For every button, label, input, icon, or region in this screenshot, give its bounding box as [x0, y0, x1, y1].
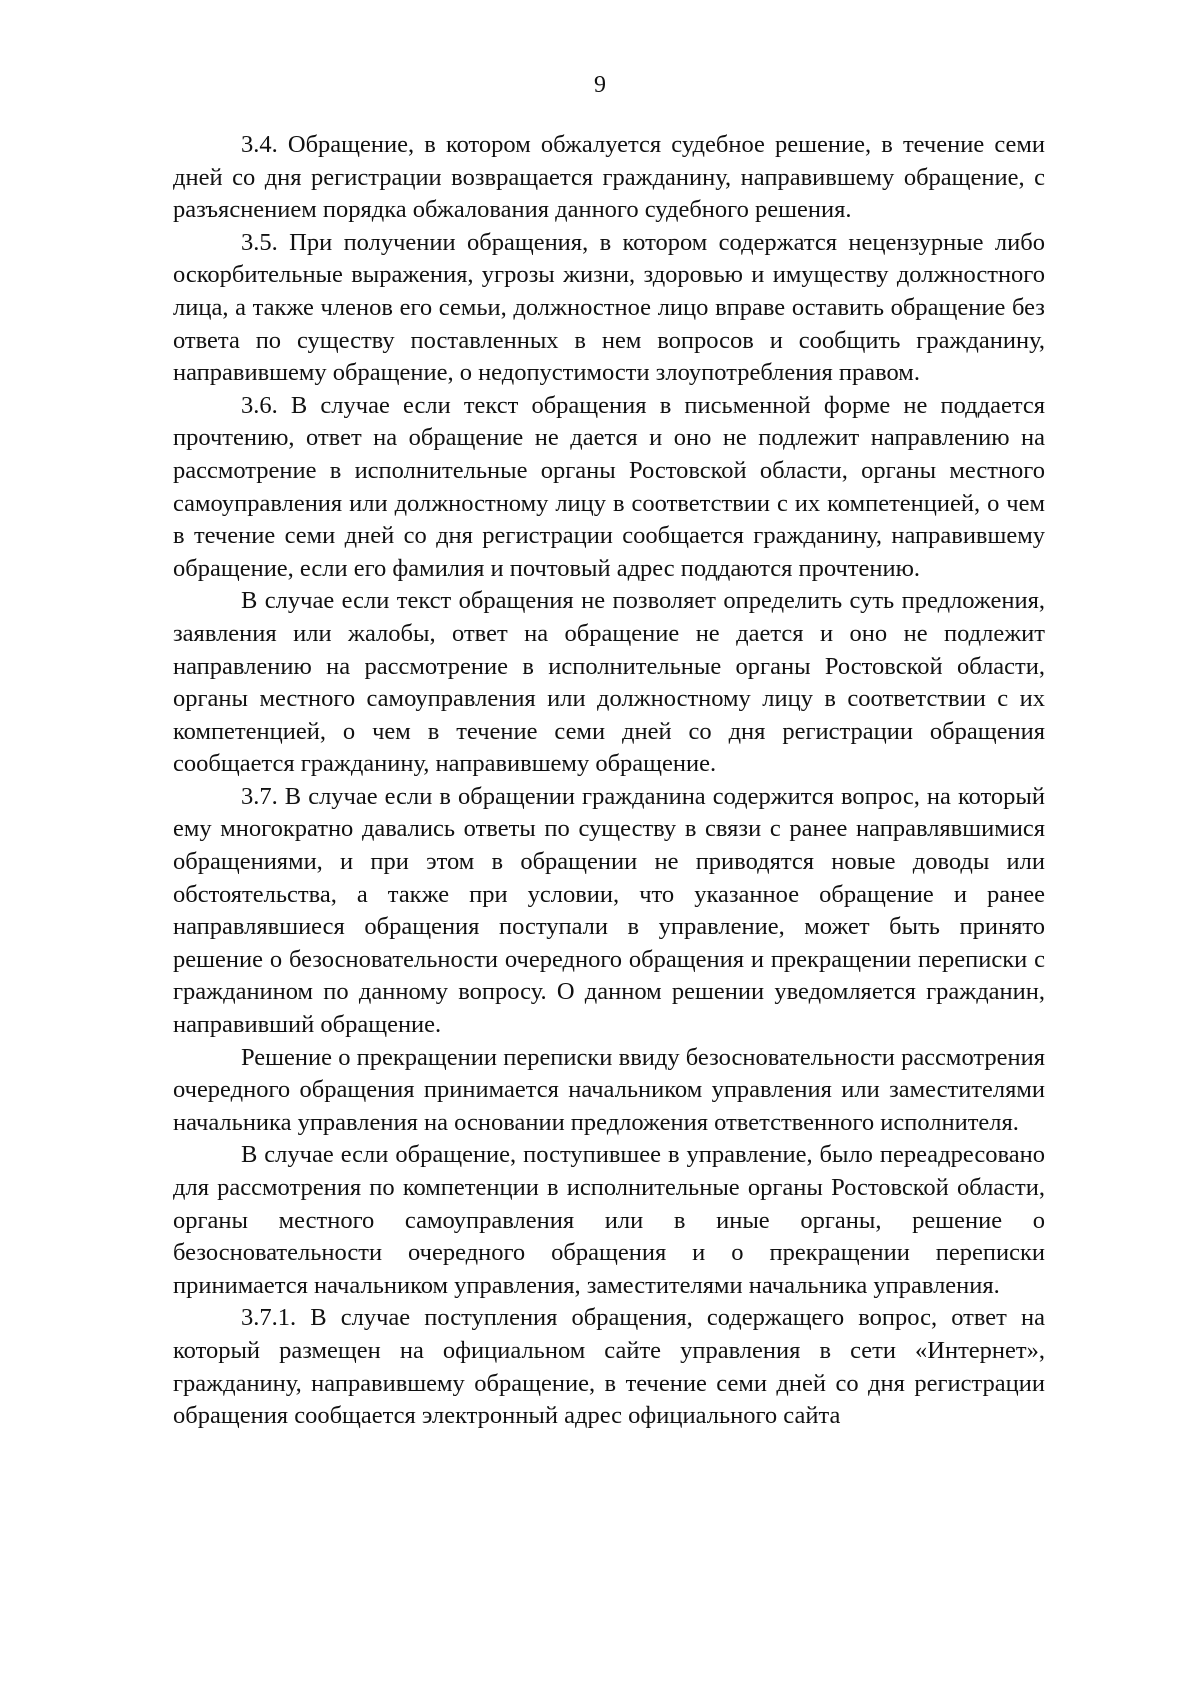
paragraph-3-7-redirected: В случае если обращение, поступившее в управление, было переадресовано для рассмотрения по компетенции в исполнительные органы Ростовской области, органы местного самоуправления или в иные органы, решение о безосновательности очередного обращения и о прекращении переписки принимается начальником управления, заместителями начальника управления. [173, 1141, 1045, 1299]
paragraph-3-4: 3.4. Обращение, в котором обжалуется судебное решение, в течение семи дней со дня регистрации возвращается гражданину, направившему обращение, с разъяснением порядка обжалования данного судебного решения. [173, 131, 1045, 224]
document-body [173, 129, 1045, 1433]
paragraph-3-5: 3.5. При получении обращения, в котором содержатся нецензурные либо оскорбительные выражения, угрозы жизни, здоровью и имуществу должностного лица, а также членов его семьи, должностное лицо вправе оставить обращение без ответа по существу поставленных в нем вопросов и сообщить гражданину, направившему обращение, о недопустимости злоупотребления правом. [173, 228, 1045, 387]
paragraph-3-6-continued: В случае если текст обращения не позволяет определить суть предложения, заявления или жалобы, ответ на обращение не дается и оно не подлежит направлению на рассмотрение в исполнительные органы Ростовской области, органы местного самоуправления или должностному лицу в соответствии с их компетенцией, о чем в течение семи дней со дня регистрации обращения сообщается гражданину, направившему обращение. [173, 587, 1045, 778]
page-number: 9 [594, 72, 606, 98]
paragraph-3-7: 3.7. В случае если в обращении гражданина содержится вопрос, на который ему многократно давались ответы по существу в связи с ранее направлявшимися обращениями, и при этом в обращении не приводятся новые доводы или обстоятельства, а также при условии, что указанное обращение и ранее направлявшиеся обращения поступали в управление, может быть принято решение о безосновательности очередного обращения и прекращении переписки с гражданином по данному вопросу. О данном решении уведомляется гражданин, направивший обращение. [173, 782, 1045, 1039]
paragraph-3-6: 3.6. В случае если текст обращения в письменной форме не поддается прочтению, ответ на обращение не дается и оно не подлежит направлению на рассмотрение в исполнительные органы Ростовской области, органы местного самоуправления или должностному лицу в соответствии с их компетенцией, о чем в течение семи дней со дня регистрации сообщается гражданину, направившему обращение, если его фамилия и почтовый адрес поддаются прочтению. [173, 391, 1045, 582]
paragraph-3-7-decision: Решение о прекращении переписки ввиду безосновательности рассмотрения очередного обращения принимается начальником управления или заместителями начальника управления на основании предложения ответственного исполнителя. [173, 1043, 1045, 1136]
paragraph-3-7-1: 3.7.1. В случае поступления обращения, содержащего вопрос, ответ на который размещен на официальном сайте управления в сети «Интернет», гражданину, направившему обращение, в течение семи дней со дня регистрации обращения сообщается электронный адрес официального сайта [173, 1304, 1045, 1430]
